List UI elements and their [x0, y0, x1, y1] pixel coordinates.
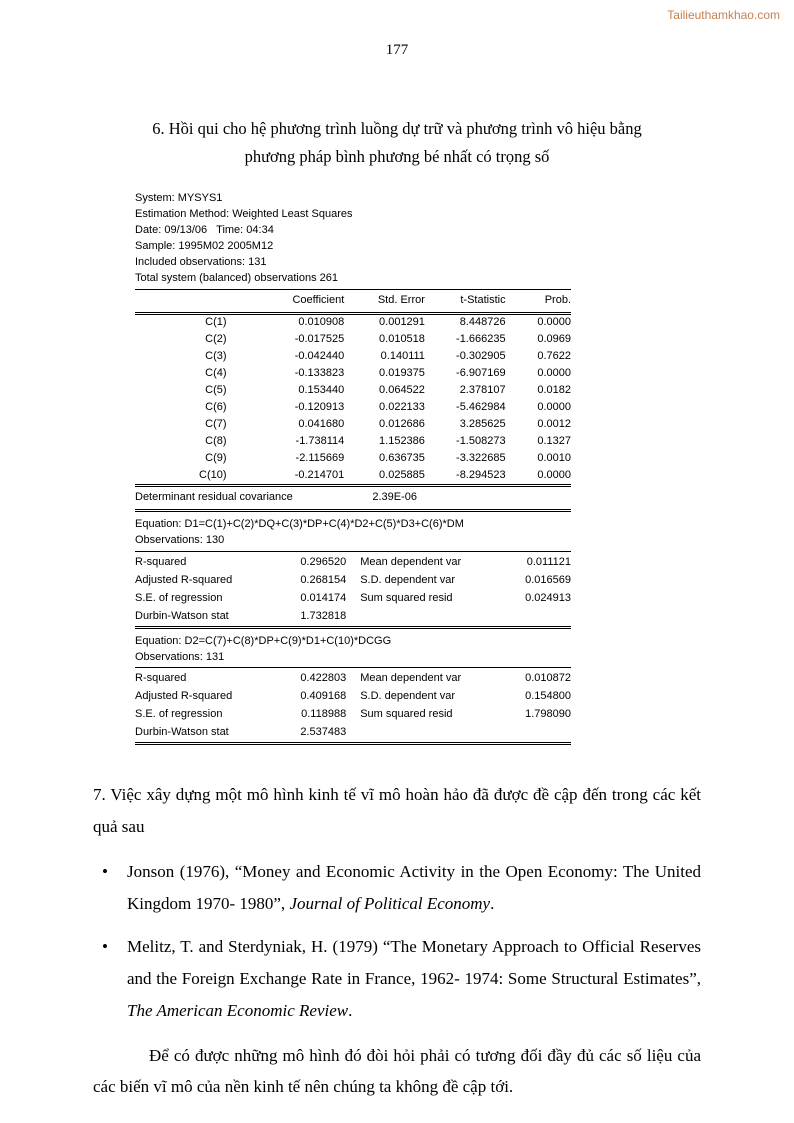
equation-stat-cell: 0.422803 [300, 672, 347, 685]
coefficient-cell: -0.214701 [294, 468, 345, 481]
table-row [135, 365, 571, 382]
coefficient-cell: -1.666235 [456, 333, 506, 346]
equation-stat-cell: Mean dependent var [360, 672, 462, 685]
coefficient-cell: -6.907169 [456, 366, 506, 379]
table-row [135, 554, 571, 572]
coefficient-cell: 1.152386 [379, 434, 425, 447]
table-row [135, 399, 571, 416]
equation-stat-cell: 0.296520 [300, 555, 347, 568]
coefficient-cell: 8.448726 [459, 316, 506, 329]
coefficient-cell: -0.120913 [294, 400, 345, 413]
determinant-row [135, 487, 571, 512]
coefficient-cell: 0.010518 [379, 333, 425, 346]
coefficient-cell: 0.0000 [537, 468, 571, 481]
table-row [135, 724, 571, 743]
equation-stat-cell: 1.798090 [525, 708, 571, 721]
equation-stat-cell: Adjusted R-squared [135, 690, 233, 703]
column-header-t-statistic: t-Statistic [425, 290, 506, 313]
equation-stat-cell: R-squared [135, 555, 187, 568]
equation-stat-cell: S.E. of regression [135, 591, 223, 604]
equation-stat-cell: S.D. dependent var [360, 573, 455, 586]
coefficient-cell: 0.022133 [379, 400, 425, 413]
coefficient-cell: -0.133823 [294, 366, 345, 379]
reference-item-jonson [93, 856, 701, 921]
table-row [135, 590, 571, 608]
coefficient-table-header [135, 290, 571, 313]
coefficient-cell: 0.0012 [537, 417, 571, 430]
column-header-std-error: Std. Error [344, 290, 425, 313]
table-row [135, 313, 571, 331]
coefficient-cell: 0.153440 [298, 383, 345, 396]
coefficient-cell: 0.025885 [379, 468, 425, 481]
coefficient-table-body [135, 313, 571, 485]
equation-2-stats-table [135, 670, 571, 745]
equation-stat-cell: Durbin-Watson stat [135, 609, 229, 622]
equation-1-title: Equation: D1=C(1)+C(2)*DQ+C(3)*DP+C(4)*D2+C(5)*D3+C(6)*DM [135, 517, 464, 530]
equation-2-stats-body [135, 670, 571, 743]
table-row [135, 450, 571, 467]
eviews-header [135, 191, 571, 290]
coefficient-cell: 2.378107 [459, 383, 506, 396]
coefficient-cell: -0.302905 [456, 350, 506, 363]
column-header-blank [135, 290, 227, 313]
equation-stat-cell [495, 724, 571, 743]
equation-1-observations: Observations: 130 [135, 533, 225, 546]
bullet-icon: • [102, 862, 108, 882]
coefficient-cell: -2.115669 [295, 451, 345, 464]
equation-stat-cell: 0.024913 [525, 591, 571, 604]
table-row [135, 416, 571, 433]
equation-2-title: Equation: D2=C(7)+C(8)*DP+C(9)*D1+C(10)*DCGG [135, 634, 392, 647]
reference-item-melitz [93, 931, 701, 1028]
coefficient-cell: -3.322685 [456, 451, 506, 464]
eviews-date-line: Date: 09/13/06 Time: 04:34 [135, 223, 274, 236]
equation-stat-cell: Sum squared resid [360, 591, 453, 604]
coefficient-cell: C(7) [205, 417, 227, 430]
table-row [135, 572, 571, 590]
reference-period: . [348, 1001, 353, 1021]
eviews-method-line: Estimation Method: Weighted Least Squares [135, 208, 353, 221]
coefficient-cell: C(1) [205, 316, 227, 329]
coefficient-cell: 0.010908 [298, 316, 345, 329]
coefficient-cell: 0.012686 [379, 417, 425, 430]
coefficient-table [135, 290, 571, 487]
page-number: 177 [385, 42, 409, 58]
coefficient-cell: 3.285625 [459, 417, 506, 430]
equation-stat-cell [346, 608, 495, 627]
coefficient-cell: 0.0182 [537, 383, 571, 396]
equation-stat-cell: Durbin-Watson stat [135, 726, 229, 739]
column-header-prob: Prob. [506, 290, 571, 313]
table-row [135, 467, 571, 485]
bullet-icon: • [102, 936, 108, 956]
equation-1-header [135, 514, 571, 552]
equation-stat-cell: 0.118988 [301, 708, 347, 721]
coefficient-cell: 0.019375 [379, 366, 425, 379]
watermark: Tailieuthamkhao.com [667, 8, 780, 22]
eviews-observations-line: Included observations: 131 [135, 255, 267, 268]
coefficient-cell: C(5) [205, 383, 227, 396]
reference-period: . [490, 894, 495, 914]
equation-stat-cell: 0.154800 [525, 690, 571, 703]
equation-2-observations: Observations: 131 [135, 650, 225, 663]
journal-title: The American Economic Review [127, 1001, 349, 1021]
coefficient-cell: 0.1327 [537, 434, 571, 447]
coefficient-cell: C(10) [199, 468, 227, 481]
coefficient-cell: C(8) [205, 434, 227, 447]
eviews-total-observations-line: Total system (balanced) observations 261 [135, 271, 338, 284]
coefficient-cell: 0.0000 [537, 366, 571, 379]
coefficient-cell: 0.001291 [379, 316, 425, 329]
coefficient-cell: -5.462984 [456, 400, 506, 413]
equation-stat-cell: R-squared [135, 672, 187, 685]
reference-text [127, 931, 701, 1028]
reference-plain-text: Melitz, T. and Sterdyniak, H. (1979) “The Monetary Approach to Official Reserves and the Foreign Exchange Rate in France, 1962- 1974: Some Structural Estimates”, [127, 936, 701, 988]
table-row [135, 332, 571, 349]
equation-stat-cell: 0.409168 [300, 690, 347, 703]
coefficient-cell: 0.0000 [537, 316, 571, 329]
eviews-output-block [135, 191, 571, 745]
equation-stat-cell: Mean dependent var [360, 555, 462, 568]
table-row [135, 706, 571, 724]
coefficient-cell: 0.064522 [379, 383, 425, 396]
section-6-heading [93, 115, 701, 171]
coefficient-cell: C(4) [205, 366, 227, 379]
equation-stat-cell [495, 608, 571, 627]
equation-stat-cell: 2.537483 [300, 726, 347, 739]
section-6-heading-line1: 6. Hồi qui cho hệ phương trình luồng dự trữ và phương trình vô hiệu bằng [152, 119, 642, 138]
journal-title: Journal of Political Economy [289, 894, 491, 914]
table-row [135, 608, 571, 627]
coefficient-cell: -1.508273 [456, 434, 506, 447]
coefficient-cell: 0.636735 [379, 451, 425, 464]
equation-2-header [135, 631, 571, 669]
closing-paragraph: Để có được những mô hình đó đòi hỏi phải có tương đối đầy đủ các số liệu của các biến vĩ mô của nền kinh tế nên chúng ta không đề cập tới. [93, 1045, 701, 1097]
coefficient-cell: 0.041680 [298, 417, 345, 430]
coefficient-cell: -8.294523 [456, 468, 506, 481]
equation-2-section [135, 631, 571, 746]
coefficient-cell: C(6) [205, 400, 227, 413]
section-7-intro: 7. Việc xây dựng một mô hình kinh tế vĩ mô hoàn hảo đã được đề cập đến trong các kết quả sau [93, 785, 701, 836]
equation-stat-cell: S.D. dependent var [360, 690, 455, 703]
coefficient-cell: -1.738114 [295, 434, 345, 447]
table-row [135, 349, 571, 366]
determinant-value: 2.39E-06 [372, 491, 417, 504]
equation-stat-cell [346, 724, 495, 743]
coefficient-cell: 0.0010 [537, 451, 571, 464]
table-row [135, 688, 571, 706]
table-row [135, 433, 571, 450]
coefficient-table-header-row [135, 290, 571, 313]
reference-text [127, 856, 701, 921]
coefficient-cell: C(3) [205, 350, 227, 363]
eviews-sample-line: Sample: 1995M02 2005M12 [135, 239, 274, 252]
column-header-coefficient: Coefficient [227, 290, 345, 313]
equation-stat-cell: S.E. of regression [135, 708, 223, 721]
reference-list [93, 856, 701, 1027]
coefficient-cell: C(2) [205, 333, 227, 346]
equation-1-stats-body [135, 554, 571, 627]
coefficient-cell: 0.140111 [380, 350, 425, 363]
coefficient-cell: C(9) [205, 451, 227, 464]
equation-stat-cell: 0.016569 [525, 573, 571, 586]
section-6-heading-line2: phương pháp bình phương bé nhất có trọng số [244, 147, 550, 167]
coefficient-cell: 0.7622 [537, 350, 571, 363]
equation-stat-cell: Adjusted R-squared [135, 573, 233, 586]
equation-stat-cell: 1.732818 [300, 609, 347, 622]
coefficient-cell: -0.042440 [294, 350, 345, 363]
table-row [135, 382, 571, 399]
equation-stat-cell: 0.268154 [300, 573, 347, 586]
coefficient-cell: 0.0969 [537, 333, 571, 346]
equation-stat-cell: 0.011121 [526, 555, 571, 568]
reference-plain-text: Jonson (1976), “Money and Economic Activity in the Open Economy: The United Kingdom 1970- 1980”, [127, 862, 701, 914]
determinant-label: Determinant residual covariance [135, 491, 293, 504]
equation-stat-cell: Sum squared resid [360, 708, 453, 721]
table-row [135, 670, 571, 688]
equation-stat-cell: 0.014174 [300, 591, 347, 604]
equation-stat-cell: 0.010872 [525, 672, 571, 685]
coefficient-cell: 0.0000 [537, 400, 571, 413]
equation-1-stats-table [135, 554, 571, 629]
coefficient-cell: -0.017525 [294, 333, 345, 346]
eviews-system-line: System: MYSYS1 [135, 192, 223, 205]
equation-1-section [135, 514, 571, 629]
